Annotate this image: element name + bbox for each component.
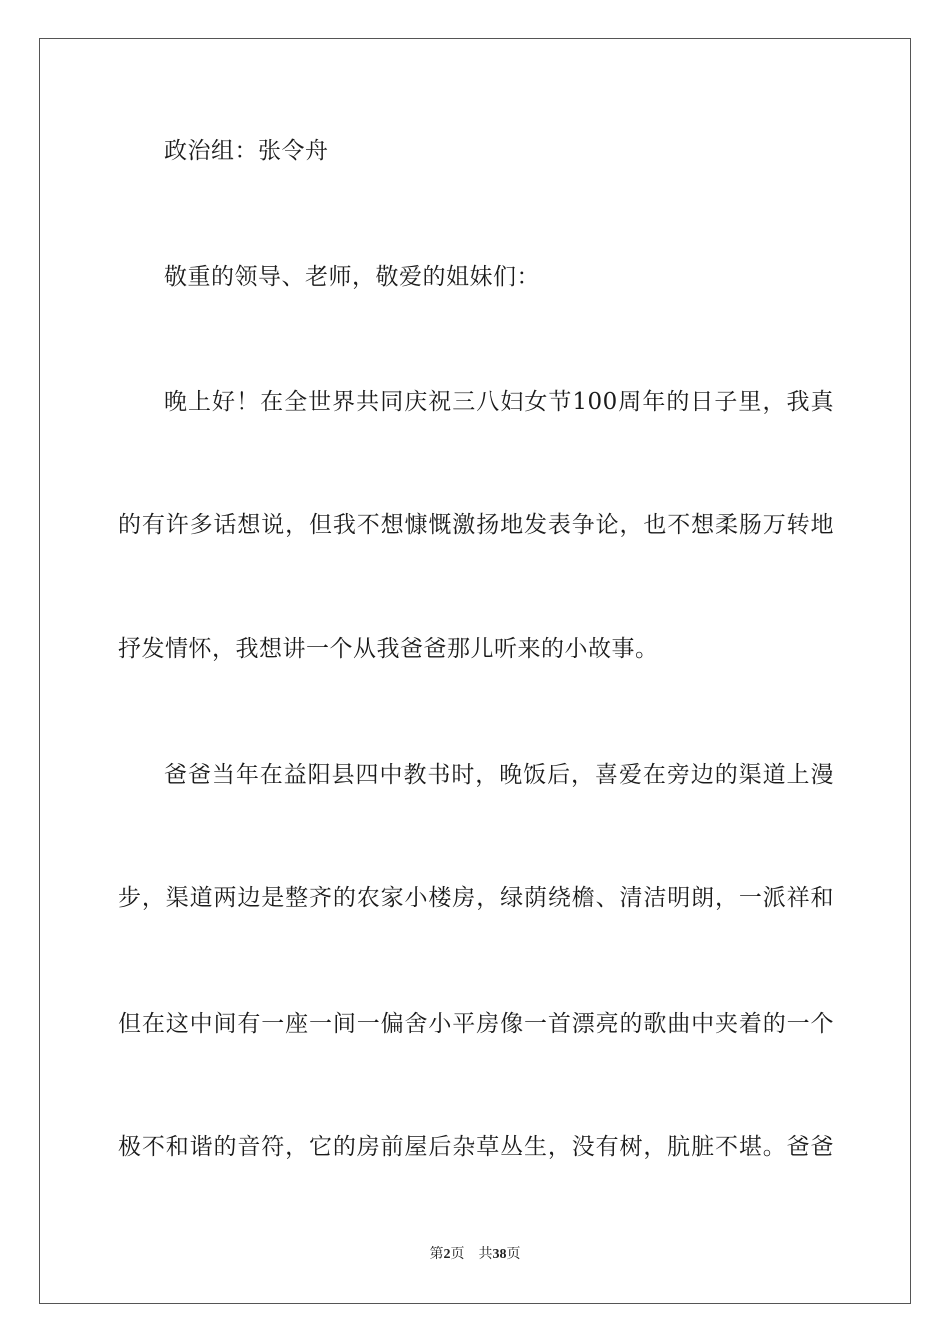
current-page-number: 2: [443, 1247, 451, 1262]
page-border: [39, 38, 911, 1304]
paragraph-line: 抒发情怀，我想讲一个从我爸爸那儿听来的小故事。: [118, 636, 659, 662]
paragraph-line: 步，渠道两边是整齐的农家小楼房，绿荫绕檐、清洁明朗，一派祥和: [118, 885, 834, 911]
page-indicator: 第2页: [429, 1246, 465, 1262]
salutation-line: 敬重的领导、老师，敬爱的姐妹们：: [164, 264, 540, 290]
page-footer: [0, 1245, 950, 1264]
total-page-count: 38: [492, 1247, 507, 1262]
paragraph-line: 但在这中间有一座一间一偏舍小平房像一首漂亮的歌曲中夹着的一个: [118, 1011, 834, 1037]
total-pages-indicator: 共38页: [478, 1246, 521, 1262]
paragraph-line: 晚上好！在全世界共同庆祝三八妇女节100周年的日子里，我真: [164, 389, 834, 415]
paragraph-line: 极不和谐的音符，它的房前屋后杂草丛生，没有树，肮脏不堪。爸爸: [118, 1134, 834, 1160]
paragraph-line: 的有许多话想说，但我不想慷慨激扬地发表争论，也不想柔肠万转地: [118, 512, 834, 538]
author-line: 政治组：张令舟: [164, 138, 329, 164]
paragraph-line: 爸爸当年在益阳县四中教书时，晚饭后，喜爱在旁边的渠道上漫: [164, 762, 834, 788]
